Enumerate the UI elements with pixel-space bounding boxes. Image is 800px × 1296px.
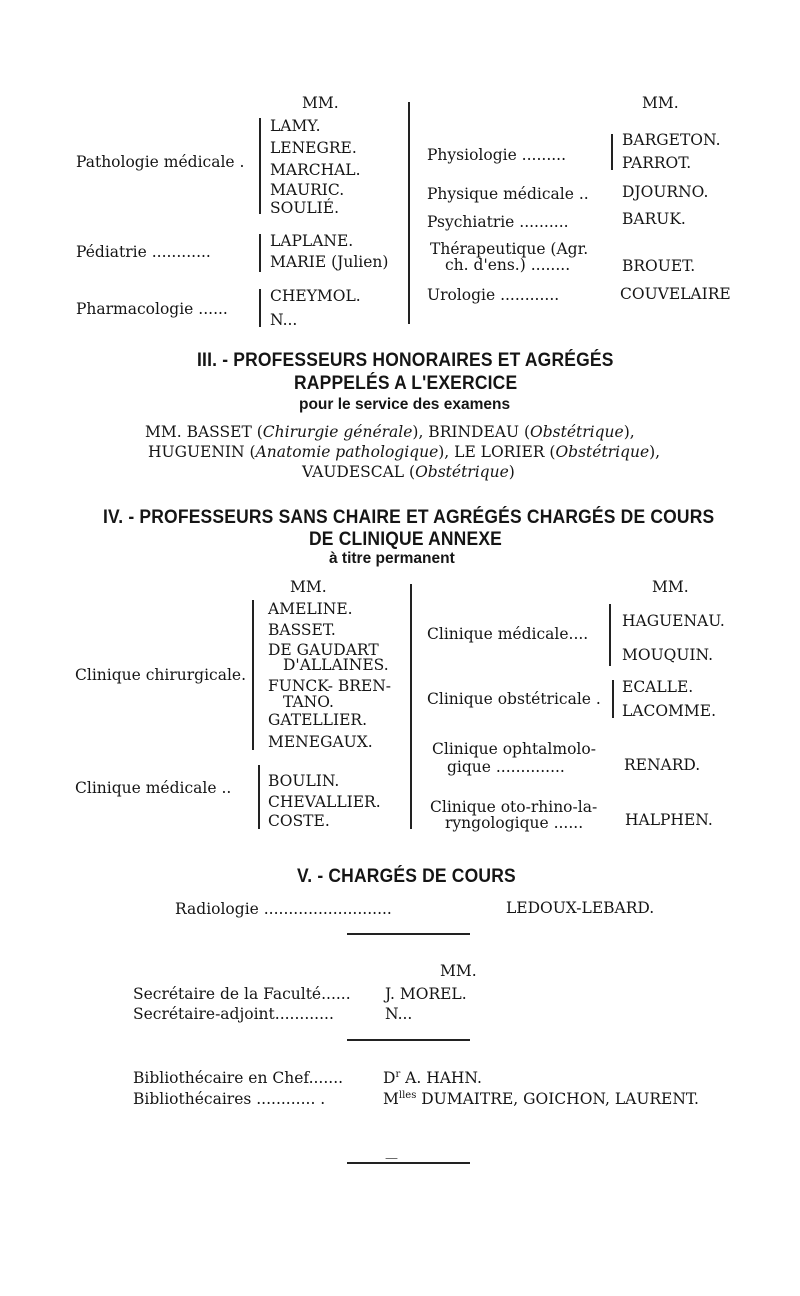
name-item: DE GAUDART xyxy=(268,641,379,659)
name-item: LAPLANE. xyxy=(270,232,354,250)
subject-pharmacologie: Pharmacologie ...... xyxy=(76,300,228,318)
subject-radiologie: Radiologie .......................... xyxy=(175,900,392,918)
brace-pharmacologie xyxy=(259,289,261,327)
librarian-label: Bibliothécaire en Chef....... xyxy=(133,1069,344,1087)
librarians-label: Bibliothécaires ............ . xyxy=(133,1090,326,1108)
name-item: HALPHEN. xyxy=(625,811,713,829)
name-item: COUVELAIRE xyxy=(620,285,731,303)
brace-clinique-obstetricale xyxy=(612,680,614,718)
librarian-name: $D^r$ A. HAHN. xyxy=(383,1069,482,1088)
name-item: MARCHAL. xyxy=(270,161,361,179)
name-item: LEDOUX-LEBARD. xyxy=(506,899,655,917)
subject-clinique-medicale-left: Clinique médicale .. xyxy=(75,779,232,797)
brace-pathologie xyxy=(259,118,261,214)
mm-header-left: MM. xyxy=(302,94,339,112)
name-item: LACOMME. xyxy=(622,702,717,720)
subject-physique: Physique médicale .. xyxy=(427,185,589,203)
subject-therapeutique-line2: ch. d'ens.) ........ xyxy=(445,256,571,274)
name-item: AMELINE. xyxy=(268,600,353,618)
column-divider xyxy=(410,584,412,829)
section-iv-title-line1: IV. - PROFESSEURS SANS CHAIRE ET AGRÉGÉS CHARGÉS DE COURS xyxy=(103,507,715,528)
assistant-name: N... xyxy=(385,1005,413,1023)
subject-ophtalmologie-line2: gique .............. xyxy=(447,758,565,776)
subject-oto-line2: ryngologique ...... xyxy=(445,814,584,832)
subject-physiologie: Physiologie ......... xyxy=(427,146,567,164)
section-iii-title-line2: RAPPELÉS A L'EXERCICE xyxy=(294,373,518,394)
name-item: BASSET. xyxy=(268,621,336,639)
section-iii-title-line1: III. - PROFESSEURS HONORAIRES ET AGRÉGÉS xyxy=(197,350,614,371)
subject-psychiatrie: Psychiatrie .......... xyxy=(427,213,569,231)
section-iii-subtitle: pour le service des examens xyxy=(299,396,511,413)
name-item: BROUET. xyxy=(622,257,696,275)
name-item: MARIE (Julien) xyxy=(270,253,389,271)
section-iv-title-line2: DE CLINIQUE ANNEXE xyxy=(309,529,503,550)
mm-header-right: MM. xyxy=(652,578,689,596)
name-item: TANO. xyxy=(283,693,334,711)
footer-mark: — xyxy=(385,1151,398,1166)
name-item: LAMY. xyxy=(270,117,321,135)
name-item: SOULIÉ. xyxy=(270,199,340,217)
brace-clinique-chirurgicale xyxy=(252,600,254,750)
name-item: MOUQUIN. xyxy=(622,646,714,664)
subject-clinique-obstetricale: Clinique obstétricale . xyxy=(427,690,601,708)
section-iii-body-line2: HUGUENIN (Anatomie pathologique), LE LORIER (Obstétrique), xyxy=(148,443,661,461)
name-item: FUNCK- BREN- xyxy=(268,677,392,695)
column-divider xyxy=(408,102,410,324)
subject-pathologie: Pathologie médicale . xyxy=(76,153,245,171)
name-item: BARGETON. xyxy=(622,131,721,149)
secretary-name: J. MOREL. xyxy=(385,985,467,1003)
divider-rule xyxy=(347,933,470,935)
mm-header-left: MM. xyxy=(290,578,327,596)
brace-clinique-medicale-right xyxy=(609,604,611,666)
name-item: CHEVALLIER. xyxy=(268,793,381,811)
name-item: CHEYMOL. xyxy=(270,287,361,305)
brace-pediatrie xyxy=(259,234,261,272)
subject-ophtalmologie-line1: Clinique ophtalmolo- xyxy=(432,740,596,758)
subject-pediatrie: Pédiatrie ............ xyxy=(76,243,211,261)
section-iv-subtitle: à titre permanent xyxy=(329,550,455,567)
name-item: DJOURNO. xyxy=(622,183,709,201)
name-item: BOULIN. xyxy=(268,772,340,790)
assistant-label: Secrétaire-adjoint............ xyxy=(133,1005,334,1023)
name-item: RENARD. xyxy=(624,756,701,774)
subject-therapeutique-line1: Thérapeutique (Agr. xyxy=(430,240,589,258)
subject-urologie: Urologie ............ xyxy=(427,286,560,304)
subject-oto-line1: Clinique oto-rhino-la- xyxy=(430,798,598,816)
name-item: BARUK. xyxy=(622,210,686,228)
name-item: MAURIC. xyxy=(270,181,345,199)
name-item: HAGUENAU. xyxy=(622,612,725,630)
subject-clinique-medicale-right: Clinique médicale.... xyxy=(427,625,589,643)
divider-rule xyxy=(347,1039,470,1041)
mm-header-staff: MM. xyxy=(440,962,477,980)
brace-physiologie xyxy=(611,134,613,170)
section-v-title: V. - CHARGÉS DE COURS xyxy=(297,866,516,887)
name-item: D'ALLAINES. xyxy=(283,656,389,674)
name-item: MENEGAUX. xyxy=(268,733,373,751)
name-item: LENEGRE. xyxy=(270,139,357,157)
librarians-names: $M^{lles}$ DUMAITRE, GOICHON, LAURENT. xyxy=(383,1090,699,1109)
name-item: PARROT. xyxy=(622,154,692,172)
section-iii-body-line3: VAUDESCAL (Obstétrique) xyxy=(302,463,515,481)
brace-clinique-medicale-left xyxy=(258,765,260,829)
name-item: ECALLE. xyxy=(622,678,694,696)
name-item: COSTE. xyxy=(268,812,330,830)
footer-rule xyxy=(347,1162,470,1164)
section-iii-body-line1: MM. BASSET (Chirurgie générale), BRINDEAU (Obstétrique), xyxy=(145,423,635,441)
name-item: N... xyxy=(270,311,298,329)
name-item: GATELLIER. xyxy=(268,711,368,729)
secretary-label: Secrétaire de la Faculté...... xyxy=(133,985,351,1003)
mm-header-right: MM. xyxy=(642,94,679,112)
subject-clinique-chirurgicale: Clinique chirurgicale. xyxy=(75,666,246,684)
